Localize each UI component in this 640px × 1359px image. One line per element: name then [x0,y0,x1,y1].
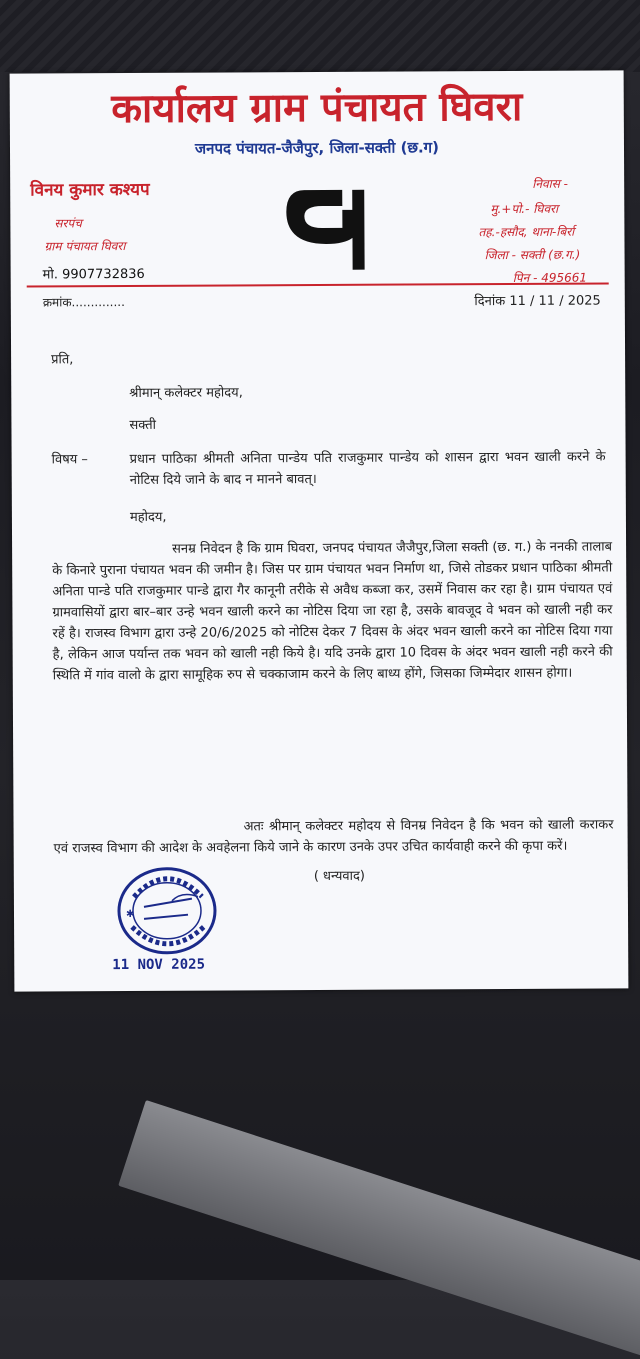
address-line1: मु.+पो.- घिवरा [490,201,559,217]
sender-block [30,176,231,282]
address-label: निवास - [532,176,569,191]
salutation: महोदय, [129,509,167,525]
sender-org: ग्राम पंचायत घिवरा [44,239,126,254]
body-paragraph-2: अतः श्रीमान् कलेक्टर महोदय से विनम्र निवेदन है कि भवन को खाली कराकर एवं राजस्व विभाग की आदेश के अवहेलना किये जाने के कारण उनके उपर उचित कार्यवाही करने की कृपा करें। [53,817,614,857]
reference-number: क्रमांक.............. [42,295,125,310]
subject-label: विषय – [51,452,88,468]
svg-text:✱: ✱ [125,908,135,921]
address-line3: जिला - सक्ती (छ.ग.) [484,247,581,263]
panchayat-logo-icon [282,182,368,270]
office-title: कार्यालय ग्राम पंचायत घिवरा [111,82,523,133]
recipient-place: सक्ती [129,417,157,433]
address-block [462,174,613,286]
stamp-date: 11 NOV 2025 [112,956,206,974]
body-paragraph-1: सनम्र निवेदन है कि ग्राम घिवरा, जनपद पंचायत जैजैपुर,जिला सक्ती (छ. ग.) के ननकी तालाब के किनारे पुराना पंचायत भवन की जमीन है। जिस पर ग्राम पंचायत भवन निर्माण था, जिसे तोडकर प्रधान पाठिका श्रीमती अनिता पान्डे पति राजकुमार पान्डे द्वारा गैर कानूनी तरीके से अवैध कब्जा कर, उसमें निवास कर रहा है। ग्राम पंचायत एवं ग्रामवासियों द्वारा बार–बार उन्हे भवन खाली करने का नोटिस दिया जा रहा है, उसके बावजूद वे भवन को खाली नही कर रहें है। राजस्व विभाग द्वारा उन्हे 20/6/2025 को नोटिस देकर 7 दिवस के अंदर भवन खाली करने का नोटिस दिया गया है, लेकिन आज पर्यान्त तक भवन को खाली नही किये है। यदि उनके द्वारा 10 दिवस के अंदर भवन खाली नही करने की स्थिति में गांव वालो के द्वारा सामूहिक रुप से चक्काजाम करने के लिए बाध्य होंगे, जिसका जिम्मेदार शासन होगा। [52,539,613,684]
office-subtitle: जनपद पंचायत-जैजैपुर, जिला-सक्ती (छ.ग) [194,138,439,158]
metal-ruler [118,1100,640,1359]
letter-date: दिनांक 11 / 11 / 2025 [474,293,601,310]
sender-role: सरपंच [54,216,82,231]
subject-text: प्रधान पाठिका श्रीमती अनिता पान्डेय पति राजकुमार पान्डेय को शासन द्वारा भवन खाली करने के नोटिस दिये जाने के बाद न मानने बावत्। [129,449,606,488]
thanks-note: ( धन्यवाद) [313,868,366,885]
sender-name: विनय कुमार कश्यप [30,179,150,201]
address-pin: पिन - 495661 [512,270,588,285]
prati-label: प्रति, [51,352,74,368]
letter-page [10,70,629,991]
sender-mobile: मो. 9907732836 [42,266,145,283]
address-line2: तह.-हसौद, थाना-बिर्रा [478,224,575,240]
recipient: श्रीमान् कलेक्टर महोदय, [129,385,243,401]
background-fabric [0,0,640,72]
office-seal-stamp [112,861,223,962]
